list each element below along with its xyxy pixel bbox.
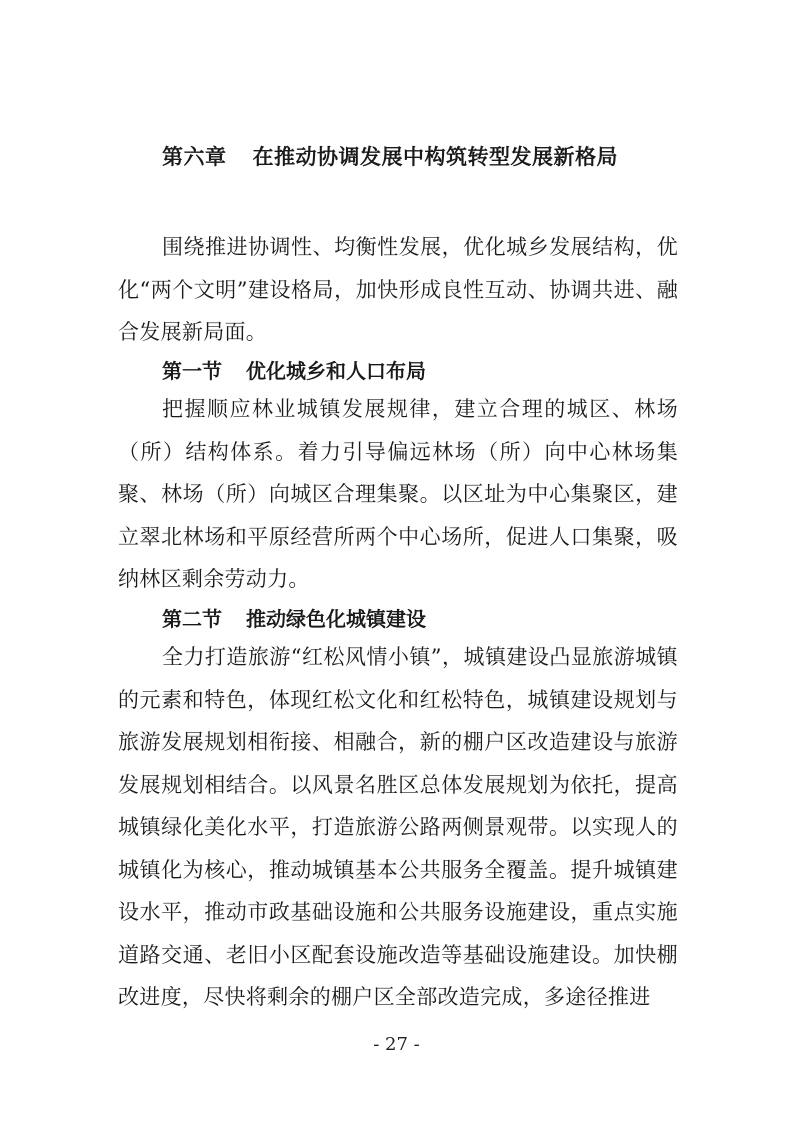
section-1-number: 第一节 bbox=[162, 359, 222, 383]
chapter-title bbox=[162, 141, 618, 171]
section-2-title bbox=[162, 603, 426, 632]
section-2-heading: 推动绿色化城镇建设 bbox=[246, 607, 426, 631]
chapter-number: 第六章 bbox=[162, 145, 227, 169]
section-1-paragraph: 把握顺应林业城镇发展规律，建立合理的城区、林场（所）结构体系。着力引导偏远林场（所）向中心林场集聚、林场（所）向城区合理集聚。以区址为中心集聚区，建立翠北林场和平原经营所两个中心场所，促进人口集聚，吸纳林区剩余劳动力。 bbox=[118, 397, 678, 591]
page-number: - 27 - bbox=[373, 1034, 420, 1055]
section-2-number: 第二节 bbox=[162, 607, 222, 631]
section-2-paragraph: 全力打造旅游“红松风情小镇”，城镇建设凸显旅游城镇的元素和特色，体现红松文化和红松特色，城镇建设规划与旅游发展规划相衔接、相融合，新的棚户区改造建设与旅游发展规划相结合。以风景名胜区总体发展规划为依托，提高城镇绿化美化水平，打造旅游公路两侧景观带。以实现人的城镇化为核心，推动城镇基本公共服务全覆盖。提升城镇建设水平，推动市政基础设施和公共服务设施建设，重点实施道路交通、老旧小区配套设施改造等基础设施建设。加快棚改进度，尽快将剩余的棚户区全部改造完成，多途径推进 bbox=[118, 645, 678, 1009]
section-1-heading: 优化城乡和人口布局 bbox=[246, 359, 426, 383]
section-1-title bbox=[162, 355, 426, 384]
intro-paragraph: 围绕推进协调性、均衡性发展，优化城乡发展结构，优化“两个文明”建设格局，加快形成良性互动、协调共进、融合发展新局面。 bbox=[118, 235, 678, 344]
chapter-heading: 在推动协调发展中构筑转型发展新格局 bbox=[252, 145, 618, 169]
